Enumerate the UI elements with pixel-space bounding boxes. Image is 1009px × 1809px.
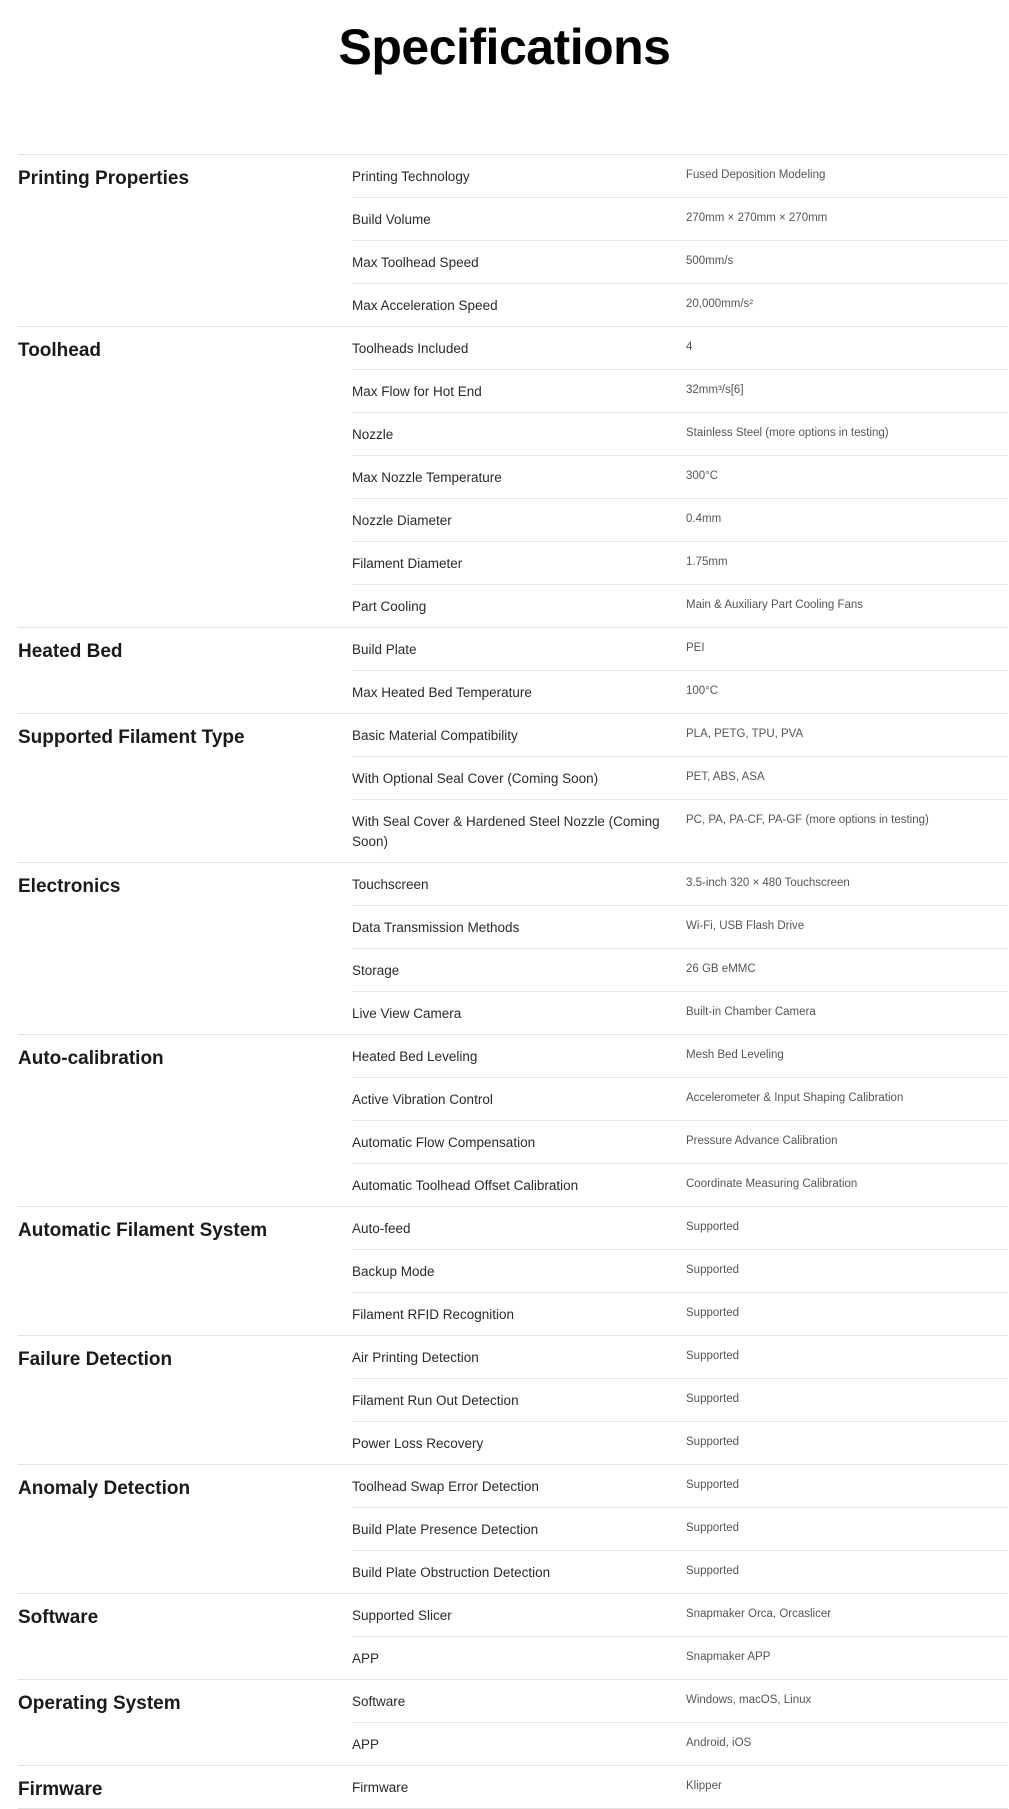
spec-label: Build Plate Presence Detection [352,1522,539,1537]
spec-row [352,1723,1008,1765]
spec-value: Windows, macOS, Linux [686,1694,812,1706]
section-rows [352,1680,1008,1765]
section-rows [352,1336,1008,1464]
spec-row [352,155,1008,198]
spec-section [18,1680,1008,1766]
spec-value: Stainless Steel (more options in testing) [686,427,889,439]
section-heading: Automatic Filament System [18,1220,268,1241]
spec-label: Active Vibration Control [352,1092,493,1107]
spec-row [352,1207,1008,1250]
spec-section [18,863,1008,1035]
spec-value: Supported [686,1565,740,1577]
spec-value: Wi-Fi, USB Flash Drive [686,920,805,932]
spec-row [352,542,1008,585]
spec-row [352,456,1008,499]
page-title: Specifications [338,19,671,75]
spec-row [352,714,1008,757]
spec-value: 500mm/s [686,255,734,267]
spec-value: Supported [686,1350,740,1362]
spec-label: Part Cooling [352,599,427,614]
spec-row [352,757,1008,800]
spec-value: Snapmaker APP [686,1651,771,1663]
section-rows [352,1035,1008,1206]
spec-row [352,370,1008,413]
spec-value: 4 [686,341,693,353]
spec-value: PET, ABS, ASA [686,771,765,783]
spec-label: Filament Run Out Detection [352,1393,519,1408]
spec-row [352,1121,1008,1164]
spec-row [352,906,1008,949]
section-heading: Printing Properties [18,168,190,189]
spec-value: PLA, PETG, TPU, PVA [686,728,804,740]
spec-value: Main & Auxiliary Part Cooling Fans [686,599,864,611]
spec-value: Android, iOS [686,1737,752,1749]
section-heading: Electronics [18,876,121,897]
spec-label: Toolhead Swap Error Detection [352,1479,539,1494]
spec-label: APP [352,1651,380,1666]
spec-row [352,198,1008,241]
spec-row [352,1680,1008,1723]
spec-section [18,155,1008,327]
spec-value: 26 GB eMMC [686,963,756,975]
spec-label: Max Acceleration Speed [352,298,498,313]
section-rows [352,1594,1008,1679]
spec-value: Supported [686,1436,740,1448]
spec-row [352,628,1008,671]
spec-label: Nozzle Diameter [352,513,452,528]
spec-section [18,1594,1008,1680]
spec-row [352,1336,1008,1379]
spec-row [352,1551,1008,1593]
section-heading: Anomaly Detection [18,1478,191,1499]
spec-label: Basic Material Compatibility [352,728,518,743]
spec-label: Power Loss Recovery [352,1436,484,1451]
spec-label: Build Plate Obstruction Detection [352,1565,551,1580]
spec-row [352,413,1008,456]
spec-row [352,284,1008,326]
spec-label: Filament Diameter [352,556,463,571]
spec-section [18,1035,1008,1207]
spec-value: 32mm³/s[6] [686,384,744,396]
spec-label: Nozzle [352,427,394,442]
spec-label: APP [352,1737,380,1752]
spec-row [352,1078,1008,1121]
spec-row [352,585,1008,627]
spec-label: With Optional Seal Cover (Coming Soon) [352,771,599,786]
spec-value: PEI [686,642,705,654]
spec-row [352,1379,1008,1422]
section-heading: Auto-calibration [18,1048,164,1069]
spec-section [18,628,1008,714]
spec-label: Heated Bed Leveling [352,1049,478,1064]
section-heading: Toolhead [18,340,102,361]
spec-row [352,671,1008,713]
spec-value: 0.4mm [686,513,722,525]
section-heading: Heated Bed [18,641,123,662]
section-rows [352,327,1008,627]
section-rows [352,1465,1008,1593]
spec-section [18,1336,1008,1465]
spec-value: 20,000mm/s² [686,298,754,310]
spec-section [18,1465,1008,1594]
spec-row [352,992,1008,1034]
spec-section [18,714,1008,863]
spec-value: Fused Deposition Modeling [686,169,826,181]
spec-value: Pressure Advance Calibration [686,1135,838,1147]
spec-value: Supported [686,1393,740,1405]
spec-label: Backup Mode [352,1264,435,1279]
spec-row [352,863,1008,906]
spec-value: Supported [686,1307,740,1319]
spec-label: Printing Technology [352,169,470,184]
section-rows [352,714,1008,862]
section-rows [352,155,1008,326]
spec-value: 300°C [686,470,719,482]
spec-row [352,1637,1008,1679]
spec-value: Klipper [686,1780,722,1792]
spec-value: Snapmaker Orca, Orcaslicer [686,1608,832,1620]
spec-label: Touchscreen [352,877,429,892]
spec-label: Automatic Flow Compensation [352,1135,536,1150]
spec-value: Built-in Chamber Camera [686,1006,816,1018]
spec-value: Supported [686,1522,740,1534]
spec-label: Max Heated Bed Temperature [352,685,532,700]
spec-value: PC, PA, PA-CF, PA-GF (more options in testing) [686,814,929,826]
spec-label: Software [352,1694,406,1709]
spec-label: Max Nozzle Temperature [352,470,502,485]
section-heading: Operating System [18,1693,181,1714]
section-rows [352,863,1008,1034]
spec-value: Accelerometer & Input Shaping Calibration [686,1092,904,1104]
spec-row [352,949,1008,992]
section-rows [352,628,1008,713]
spec-row [352,327,1008,370]
spec-value: Coordinate Measuring Calibration [686,1178,858,1190]
spec-label: Automatic Toolhead Offset Calibration [352,1178,579,1193]
section-heading: Firmware [18,1779,103,1800]
spec-label: Toolheads Included [352,341,469,356]
spec-label: Air Printing Detection [352,1350,479,1365]
spec-row [352,1164,1008,1206]
section-heading: Supported Filament Type [18,727,245,748]
spec-row [352,1035,1008,1078]
spec-label: Build Plate [352,642,417,657]
section-rows [352,1766,1008,1808]
spec-value: 1.75mm [686,556,728,568]
spec-row [352,1766,1008,1808]
spec-section [18,1207,1008,1336]
spec-value: Mesh Bed Leveling [686,1049,784,1061]
spec-value: 270mm × 270mm × 270mm [686,212,828,224]
spec-value: 100°C [686,685,719,697]
spec-label: Firmware [352,1780,409,1795]
section-heading: Failure Detection [18,1349,173,1370]
spec-label: Max Toolhead Speed [352,255,479,270]
spec-row [352,241,1008,284]
spec-row [352,1594,1008,1637]
spec-label: Live View Camera [352,1006,462,1021]
spec-label: Build Volume [352,212,431,227]
spec-value: Supported [686,1221,740,1233]
spec-section [18,327,1008,628]
section-heading: Software [18,1607,99,1628]
spec-label: With Seal Cover & Hardened Steel Nozzle (Coming Soon) [352,814,660,849]
spec-label: Data Transmission Methods [352,920,520,935]
spec-value: Supported [686,1264,740,1276]
spec-row [352,1508,1008,1551]
spec-row [352,499,1008,542]
spec-row [352,1422,1008,1464]
section-rows [352,1207,1008,1335]
spec-label: Filament RFID Recognition [352,1307,515,1322]
spec-row [352,1293,1008,1335]
spec-label: Supported Slicer [352,1608,452,1623]
spec-label: Max Flow for Hot End [352,384,482,399]
spec-row [352,1250,1008,1293]
spec-section [18,1766,1008,1809]
spec-table [18,154,1008,1809]
spec-row [352,1465,1008,1508]
spec-value: 3.5-inch 320 × 480 Touchscreen [686,877,850,889]
spec-label: Auto-feed [352,1221,411,1236]
spec-value: Supported [686,1479,740,1491]
spec-row [352,800,1008,862]
spec-label: Storage [352,963,400,978]
